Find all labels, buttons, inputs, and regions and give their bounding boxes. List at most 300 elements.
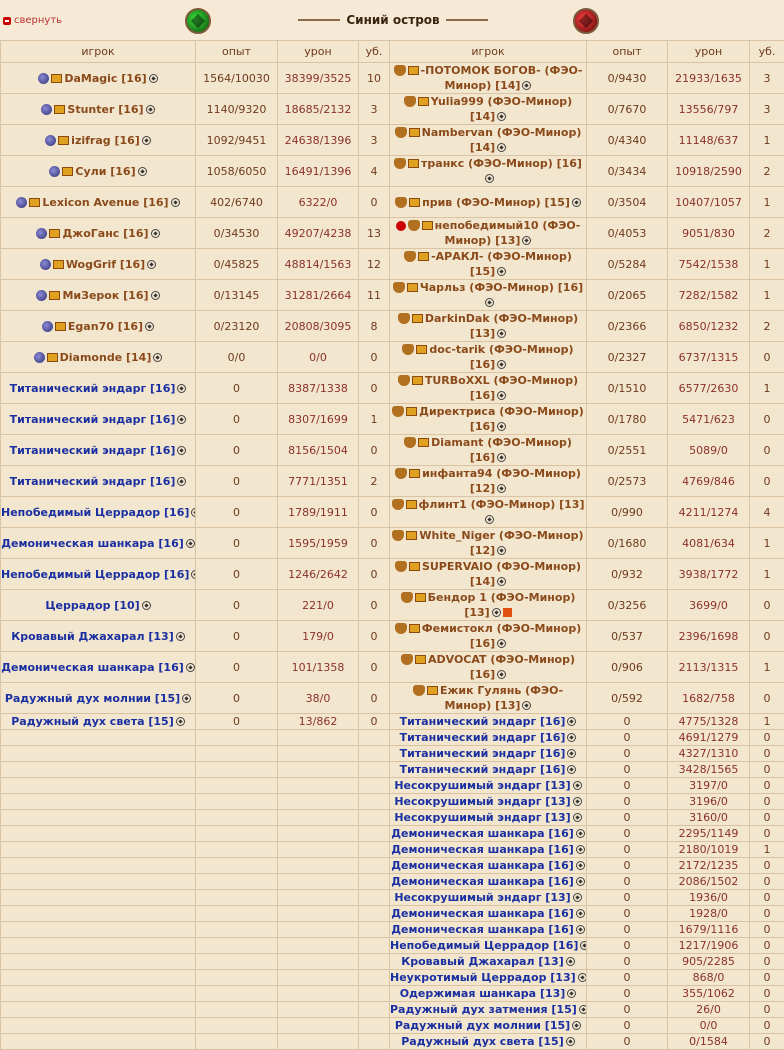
right-player-entry[interactable]: [393, 281, 583, 309]
player-info-icon[interactable]: [497, 484, 506, 493]
right-exp-cell: 0/9430: [587, 63, 668, 94]
player-info-icon[interactable]: [576, 829, 585, 838]
right-player-entry[interactable]: [395, 1019, 581, 1032]
left-player-cell: [1, 559, 196, 590]
player-info-icon[interactable]: [191, 508, 195, 517]
left-player-entry[interactable]: [34, 351, 163, 364]
align-globe-icon: [42, 321, 53, 332]
right-player-name[interactable]: doc-tarik (ФЭО-Минор) [16]: [429, 343, 573, 371]
right-player-entry[interactable]: [401, 591, 576, 619]
player-info-icon[interactable]: [146, 105, 155, 114]
left-player-entry[interactable]: [11, 715, 184, 728]
left-player-cell: [1, 1018, 196, 1034]
right-player-entry[interactable]: [394, 157, 582, 185]
right-player-entry[interactable]: [391, 843, 585, 856]
right-player-entry[interactable]: [392, 498, 585, 526]
player-info-icon[interactable]: [573, 797, 582, 806]
left-player-cell: [1, 794, 196, 810]
header-dmg-left: урон: [278, 41, 359, 63]
player-info-icon[interactable]: [576, 925, 585, 934]
left-player-entry[interactable]: [10, 475, 187, 488]
left-player-name[interactable]: Радужный дух молнии [15]: [5, 692, 180, 705]
left-player-entry[interactable]: [49, 165, 146, 178]
right-player-name[interactable]: Титанический эндарг [16]: [400, 731, 566, 744]
right-player-entry[interactable]: [392, 529, 583, 557]
right-player-entry[interactable]: [402, 343, 573, 371]
right-player-entry[interactable]: [395, 622, 582, 650]
status-effect-icon: [503, 608, 512, 617]
player-info-icon[interactable]: [576, 861, 585, 870]
player-info-icon[interactable]: [177, 384, 186, 393]
player-info-icon[interactable]: [147, 260, 156, 269]
left-dmg-cell: [278, 970, 359, 986]
player-info-icon[interactable]: [492, 608, 501, 617]
player-info-icon[interactable]: [171, 198, 180, 207]
right-exp-cell: 0: [587, 986, 668, 1002]
right-exp-cell: 0: [587, 922, 668, 938]
player-info-icon[interactable]: [176, 632, 185, 641]
right-player-entry[interactable]: [391, 923, 585, 936]
right-player-entry[interactable]: [391, 907, 585, 920]
left-player-name[interactable]: Церрадор [10]: [45, 599, 139, 612]
left-player-entry[interactable]: [38, 72, 157, 85]
right-player-entry[interactable]: [395, 467, 581, 495]
table-row: [1, 652, 784, 683]
right-player-name[interactable]: Бендор 1 (ФЭО-Минор) [13]: [428, 591, 576, 619]
player-info-icon[interactable]: [497, 639, 506, 648]
right-player-entry[interactable]: [413, 684, 563, 712]
left-player-name[interactable]: Diamonde [14]: [60, 351, 152, 364]
right-kills-cell: 0: [750, 404, 784, 435]
right-player-cell: [390, 890, 587, 906]
right-dmg-cell: 6577/2630: [668, 373, 750, 404]
player-info-icon[interactable]: [497, 422, 506, 431]
left-dmg-cell: 49207/4238: [278, 218, 359, 249]
left-player-entry[interactable]: [5, 692, 191, 705]
right-kills-cell: 0: [750, 342, 784, 373]
right-player-name[interactable]: Радужный дух молнии [15]: [395, 1019, 570, 1032]
right-player-entry[interactable]: [398, 312, 578, 340]
left-kills-cell: 0: [359, 435, 390, 466]
right-player-name[interactable]: прив (ФЭО-Минор) [15]: [422, 196, 570, 209]
player-info-icon[interactable]: [176, 717, 185, 726]
right-player-cell: [390, 63, 587, 94]
right-player-name[interactable]: Несокрушимый эндарг [13]: [394, 811, 570, 824]
right-player-name[interactable]: Yulia999 (ФЭО-Минор) [14]: [431, 95, 572, 123]
right-player-name[interactable]: Демоническая шанкара [16]: [391, 859, 574, 872]
right-player-entry[interactable]: [401, 955, 574, 968]
right-player-name[interactable]: Директриса (ФЭО-Минор) [16]: [419, 405, 584, 433]
left-player-entry[interactable]: [10, 444, 187, 457]
clan-crown-icon: [53, 260, 64, 269]
header-kills-left: уб.: [359, 41, 390, 63]
rank-icon: [412, 314, 423, 323]
table-row: [1, 874, 784, 890]
left-player-name[interactable]: WogGrif [16]: [66, 258, 145, 271]
player-info-icon[interactable]: [497, 112, 506, 121]
right-kills-cell: 0: [750, 810, 784, 826]
player-info-icon[interactable]: [522, 701, 531, 710]
right-player-name[interactable]: SUPERVAIO (ФЭО-Минор) [14]: [422, 560, 581, 588]
right-player-name[interactable]: Чарльз (ФЭО-Минор) [16]: [420, 281, 583, 294]
table-row: [1, 311, 784, 342]
player-info-icon[interactable]: [497, 670, 506, 679]
right-kills-cell: 1: [750, 714, 784, 730]
player-info-icon[interactable]: [573, 781, 582, 790]
right-player-entry[interactable]: [391, 859, 585, 872]
right-dmg-cell: 2086/1502: [668, 874, 750, 890]
right-player-entry[interactable]: [394, 64, 583, 92]
left-player-name[interactable]: Непобедимый Церрадор [16]: [1, 568, 189, 581]
left-dmg-cell: 0/0: [278, 342, 359, 373]
left-dmg-cell: [278, 874, 359, 890]
left-player-cell: [1, 842, 196, 858]
right-player-entry[interactable]: [400, 731, 577, 744]
battle-stats-table: [0, 40, 784, 1050]
right-player-cell: [390, 342, 587, 373]
table-row: [1, 890, 784, 906]
right-player-name[interactable]: Демоническая шанкара [16]: [391, 923, 574, 936]
left-player-name[interactable]: izifrag [16]: [71, 134, 140, 147]
right-player-name[interactable]: Радужный дух света [15]: [401, 1035, 563, 1048]
right-player-name[interactable]: Фемистокл (ФЭО-Минор) [16]: [422, 622, 582, 650]
right-player-name[interactable]: DarkinDak (ФЭО-Минор) [13]: [425, 312, 578, 340]
right-player-name[interactable]: Титанический эндарг [16]: [400, 763, 566, 776]
player-info-icon[interactable]: [182, 694, 191, 703]
player-info-icon[interactable]: [576, 877, 585, 886]
player-info-icon[interactable]: [497, 453, 506, 462]
table-row: [1, 730, 784, 746]
player-info-icon[interactable]: [485, 298, 494, 307]
player-info-icon[interactable]: [522, 236, 531, 245]
player-info-icon[interactable]: [578, 973, 587, 982]
header-exp-left: опыт: [196, 41, 278, 63]
left-player-name[interactable]: Демоническая шанкара [16]: [1, 537, 184, 550]
left-player-entry[interactable]: [45, 599, 150, 612]
player-info-icon[interactable]: [566, 957, 575, 966]
left-kills-cell: 10: [359, 63, 390, 94]
table-row: [1, 778, 784, 794]
player-info-icon[interactable]: [151, 229, 160, 238]
left-kills-cell: [359, 730, 390, 746]
player-info-icon[interactable]: [497, 267, 506, 276]
right-player-name[interactable]: Несокрушимый эндарг [13]: [394, 795, 570, 808]
player-info-icon[interactable]: [573, 813, 582, 822]
right-player-name[interactable]: -ПОТОМОК БОГОВ- (ФЭО-Минор) [14]: [421, 64, 583, 92]
left-player-entry[interactable]: [1, 506, 196, 519]
right-player-cell: [390, 954, 587, 970]
player-info-icon[interactable]: [186, 539, 195, 548]
left-player-entry[interactable]: [1, 568, 196, 581]
clan-crown-icon: [62, 167, 73, 176]
right-player-name[interactable]: ADVOCAT (ФЭО-Минор) [16]: [428, 653, 575, 681]
left-dmg-cell: 13/862: [278, 714, 359, 730]
clan-emblem-icon: [404, 437, 416, 448]
player-info-icon[interactable]: [580, 941, 586, 950]
left-dmg-cell: 24638/1396: [278, 125, 359, 156]
player-info-icon[interactable]: [497, 577, 506, 586]
player-info-icon[interactable]: [572, 198, 581, 207]
clan-emblem-icon: [401, 654, 413, 665]
player-info-icon[interactable]: [497, 360, 506, 369]
right-player-entry[interactable]: [391, 875, 585, 888]
right-kills-cell: 0: [750, 683, 784, 714]
right-player-entry[interactable]: [400, 747, 577, 760]
left-dmg-cell: 8387/1338: [278, 373, 359, 404]
player-info-icon[interactable]: [177, 446, 186, 455]
right-player-name[interactable]: непобедимый10 (ФЭО-Минор) [13]: [435, 219, 581, 247]
left-dmg-cell: 179/0: [278, 621, 359, 652]
player-info-icon[interactable]: [573, 893, 582, 902]
right-dmg-cell: 4769/846: [668, 466, 750, 497]
right-player-entry[interactable]: [401, 1035, 574, 1048]
player-info-icon[interactable]: [567, 733, 576, 742]
left-player-name[interactable]: DaMagic [16]: [64, 72, 146, 85]
left-kills-cell: [359, 874, 390, 890]
right-kills-cell: 1: [750, 373, 784, 404]
player-info-icon[interactable]: [485, 515, 494, 524]
left-dmg-cell: 8156/1504: [278, 435, 359, 466]
player-info-icon[interactable]: [177, 477, 186, 486]
left-exp-cell: [196, 986, 278, 1002]
left-player-entry[interactable]: [10, 382, 187, 395]
right-player-name[interactable]: Титанический эндарг [16]: [400, 747, 566, 760]
player-info-icon[interactable]: [151, 291, 160, 300]
right-player-entry[interactable]: [400, 715, 577, 728]
left-player-entry[interactable]: [1, 661, 195, 674]
player-info-icon[interactable]: [567, 717, 576, 726]
player-info-icon[interactable]: [497, 329, 506, 338]
left-player-entry[interactable]: [10, 413, 187, 426]
right-exp-cell: 0: [587, 826, 668, 842]
player-info-icon[interactable]: [485, 174, 494, 183]
right-kills-cell: 1: [750, 842, 784, 858]
player-info-icon[interactable]: [138, 167, 147, 176]
right-player-entry[interactable]: [404, 250, 572, 278]
left-kills-cell: 0: [359, 373, 390, 404]
right-player-cell: [390, 778, 587, 794]
left-player-name[interactable]: МиЗерок [16]: [62, 289, 148, 302]
right-player-entry[interactable]: [395, 126, 582, 154]
player-info-icon[interactable]: [186, 663, 195, 672]
right-dmg-cell: 10918/2590: [668, 156, 750, 187]
player-info-icon[interactable]: [497, 546, 506, 555]
left-player-name[interactable]: Титанический эндарг [16]: [10, 444, 176, 457]
align-globe-icon: [45, 135, 56, 146]
right-player-name[interactable]: Ежик Гулянь (ФЭО-Минор) [13]: [440, 684, 563, 712]
right-kills-cell: 0: [750, 435, 784, 466]
left-player-name[interactable]: Титанический эндарг [16]: [10, 475, 176, 488]
player-info-icon[interactable]: [522, 81, 531, 90]
left-kills-cell: 0: [359, 342, 390, 373]
left-exp-cell: 0: [196, 435, 278, 466]
right-kills-cell: 0: [750, 874, 784, 890]
clan-emblem-icon: [392, 406, 404, 417]
left-kills-cell: [359, 954, 390, 970]
left-dmg-cell: 8307/1699: [278, 404, 359, 435]
right-player-entry[interactable]: [400, 987, 577, 1000]
right-player-name[interactable]: Демоническая шанкара [16]: [391, 907, 574, 920]
right-player-entry[interactable]: [404, 95, 572, 123]
right-player-name[interactable]: Несокрушимый эндарг [13]: [394, 891, 570, 904]
left-player-name[interactable]: Кровавый Джахарал [13]: [11, 630, 173, 643]
left-player-entry[interactable]: [36, 289, 159, 302]
player-info-icon[interactable]: [567, 749, 576, 758]
right-player-name[interactable]: флинт1 (ФЭО-Минор) [13]: [419, 498, 585, 511]
right-player-entry[interactable]: [390, 939, 587, 952]
right-exp-cell: 0: [587, 954, 668, 970]
left-dmg-cell: 7771/1351: [278, 466, 359, 497]
right-exp-cell: 0/1780: [587, 404, 668, 435]
left-dmg-cell: [278, 938, 359, 954]
left-player-name[interactable]: Радужный дух света [15]: [11, 715, 173, 728]
right-player-entry[interactable]: [394, 795, 581, 808]
left-exp-cell: [196, 954, 278, 970]
player-info-icon[interactable]: [576, 845, 585, 854]
right-player-entry[interactable]: [396, 219, 581, 247]
right-player-name[interactable]: Демоническая шанкара [16]: [391, 875, 574, 888]
right-player-name[interactable]: White_Niger (ФЭО-Минор) [12]: [419, 529, 583, 557]
left-player-name[interactable]: ДжоГанс [16]: [62, 227, 148, 240]
right-player-entry[interactable]: [401, 653, 575, 681]
left-player-cell: [1, 156, 196, 187]
right-kills-cell: 0: [750, 890, 784, 906]
right-player-name[interactable]: TURBoXXL (ФЭО-Минор) [16]: [425, 374, 578, 402]
left-player-name[interactable]: Титанический эндарг [16]: [10, 382, 176, 395]
player-info-icon[interactable]: [142, 136, 151, 145]
left-player-name[interactable]: Stunter [16]: [67, 103, 143, 116]
table-row: [1, 794, 784, 810]
right-dmg-cell: 2180/1019: [668, 842, 750, 858]
left-kills-cell: 0: [359, 187, 390, 218]
right-dmg-cell: 1679/1116: [668, 922, 750, 938]
right-player-entry[interactable]: [390, 1003, 587, 1016]
right-player-entry[interactable]: [394, 811, 581, 824]
rank-icon: [422, 221, 433, 230]
align-globe-icon: [41, 104, 52, 115]
right-kills-cell: 1: [750, 652, 784, 683]
right-player-name[interactable]: Неукротимый Церрадор [13]: [390, 971, 576, 984]
right-player-entry[interactable]: [395, 196, 581, 209]
right-player-name[interactable]: Титанический эндарг [16]: [400, 715, 566, 728]
left-player-name[interactable]: Lexicon Avenue [16]: [42, 196, 168, 209]
player-info-icon[interactable]: [497, 143, 506, 152]
right-kills-cell: 1: [750, 528, 784, 559]
right-player-name[interactable]: транкс (ФЭО-Минор) [16]: [421, 157, 582, 170]
right-player-entry[interactable]: [390, 971, 587, 984]
player-info-icon[interactable]: [572, 1021, 581, 1030]
left-player-entry[interactable]: [41, 103, 154, 116]
player-info-icon[interactable]: [567, 765, 576, 774]
left-exp-cell: 0: [196, 621, 278, 652]
left-player-entry[interactable]: [16, 196, 179, 209]
left-kills-cell: [359, 890, 390, 906]
right-player-name[interactable]: Одержимая шанкара [13]: [400, 987, 566, 1000]
left-player-name[interactable]: Непобедимый Церрадор [16]: [1, 506, 189, 519]
clan-emblem-icon: [395, 127, 407, 138]
right-player-name[interactable]: Демоническая шанкара [16]: [391, 843, 574, 856]
right-player-entry[interactable]: [392, 405, 584, 433]
left-player-entry[interactable]: [36, 227, 159, 240]
right-player-name[interactable]: Nambervan (ФЭО-Минор) [14]: [422, 126, 582, 154]
left-player-entry[interactable]: [42, 320, 154, 333]
table-row: [1, 683, 784, 714]
left-player-entry[interactable]: [11, 630, 184, 643]
right-exp-cell: 0/4340: [587, 125, 668, 156]
left-player-cell: [1, 435, 196, 466]
right-dmg-cell: 1936/0: [668, 890, 750, 906]
player-info-icon[interactable]: [497, 391, 506, 400]
right-exp-cell: 0: [587, 890, 668, 906]
left-player-name[interactable]: Демоническая шанкара [16]: [1, 661, 184, 674]
left-exp-cell: [196, 1018, 278, 1034]
player-info-icon[interactable]: [566, 1037, 575, 1046]
left-kills-cell: 0: [359, 683, 390, 714]
left-player-cell: [1, 730, 196, 746]
left-dmg-cell: [278, 762, 359, 778]
left-player-name[interactable]: Титанический эндарг [16]: [10, 413, 176, 426]
player-info-icon[interactable]: [149, 74, 158, 83]
right-dmg-cell: 21933/1635: [668, 63, 750, 94]
left-player-name[interactable]: Egan70 [16]: [68, 320, 143, 333]
player-info-icon[interactable]: [177, 415, 186, 424]
left-player-entry[interactable]: [45, 134, 151, 147]
right-exp-cell: 0: [587, 778, 668, 794]
left-player-entry[interactable]: [1, 537, 195, 550]
right-player-entry[interactable]: [394, 779, 581, 792]
right-kills-cell: 0: [750, 762, 784, 778]
rank-icon: [409, 624, 420, 633]
right-player-name[interactable]: Непобедимый Церрадор [16]: [390, 939, 578, 952]
player-info-icon[interactable]: [576, 909, 585, 918]
right-player-entry[interactable]: [395, 560, 581, 588]
left-player-name[interactable]: Сули [16]: [75, 165, 135, 178]
left-player-entry[interactable]: [40, 258, 156, 271]
header-dmg-right: урон: [668, 41, 750, 63]
align-globe-icon: [16, 197, 27, 208]
player-info-icon[interactable]: [145, 322, 154, 331]
right-exp-cell: 0/932: [587, 559, 668, 590]
right-player-name[interactable]: Радужный дух затмения [15]: [390, 1003, 577, 1016]
player-info-icon[interactable]: [191, 570, 195, 579]
player-info-icon[interactable]: [567, 989, 576, 998]
table-row: [1, 435, 784, 466]
right-dmg-cell: 6737/1315: [668, 342, 750, 373]
right-player-name[interactable]: инфанта94 (ФЭО-Минор) [12]: [422, 467, 581, 495]
align-globe-icon: [36, 228, 47, 239]
right-player-name[interactable]: Diamant (ФЭО-Минор) [16]: [431, 436, 572, 464]
table-row: [1, 762, 784, 778]
left-kills-cell: 0: [359, 652, 390, 683]
player-info-icon[interactable]: [153, 353, 162, 362]
right-player-entry[interactable]: [391, 827, 585, 840]
left-exp-cell: [196, 746, 278, 762]
left-player-cell: [1, 810, 196, 826]
right-player-name[interactable]: Демоническая шанкара [16]: [391, 827, 574, 840]
right-player-entry[interactable]: [398, 374, 578, 402]
player-info-icon[interactable]: [579, 1005, 587, 1014]
right-dmg-cell: 3699/0: [668, 590, 750, 621]
right-player-name[interactable]: Кровавый Джахарал [13]: [401, 955, 563, 968]
right-player-entry[interactable]: [394, 891, 581, 904]
right-player-name[interactable]: Несокрушимый эндарг [13]: [394, 779, 570, 792]
collapse-button[interactable]: [3, 15, 62, 26]
player-info-icon[interactable]: [142, 601, 151, 610]
right-player-cell: [390, 94, 587, 125]
right-player-name[interactable]: -АРАКЛ- (ФЭО-Минор) [15]: [431, 250, 572, 278]
right-player-entry[interactable]: [404, 436, 572, 464]
right-player-entry[interactable]: [400, 763, 577, 776]
